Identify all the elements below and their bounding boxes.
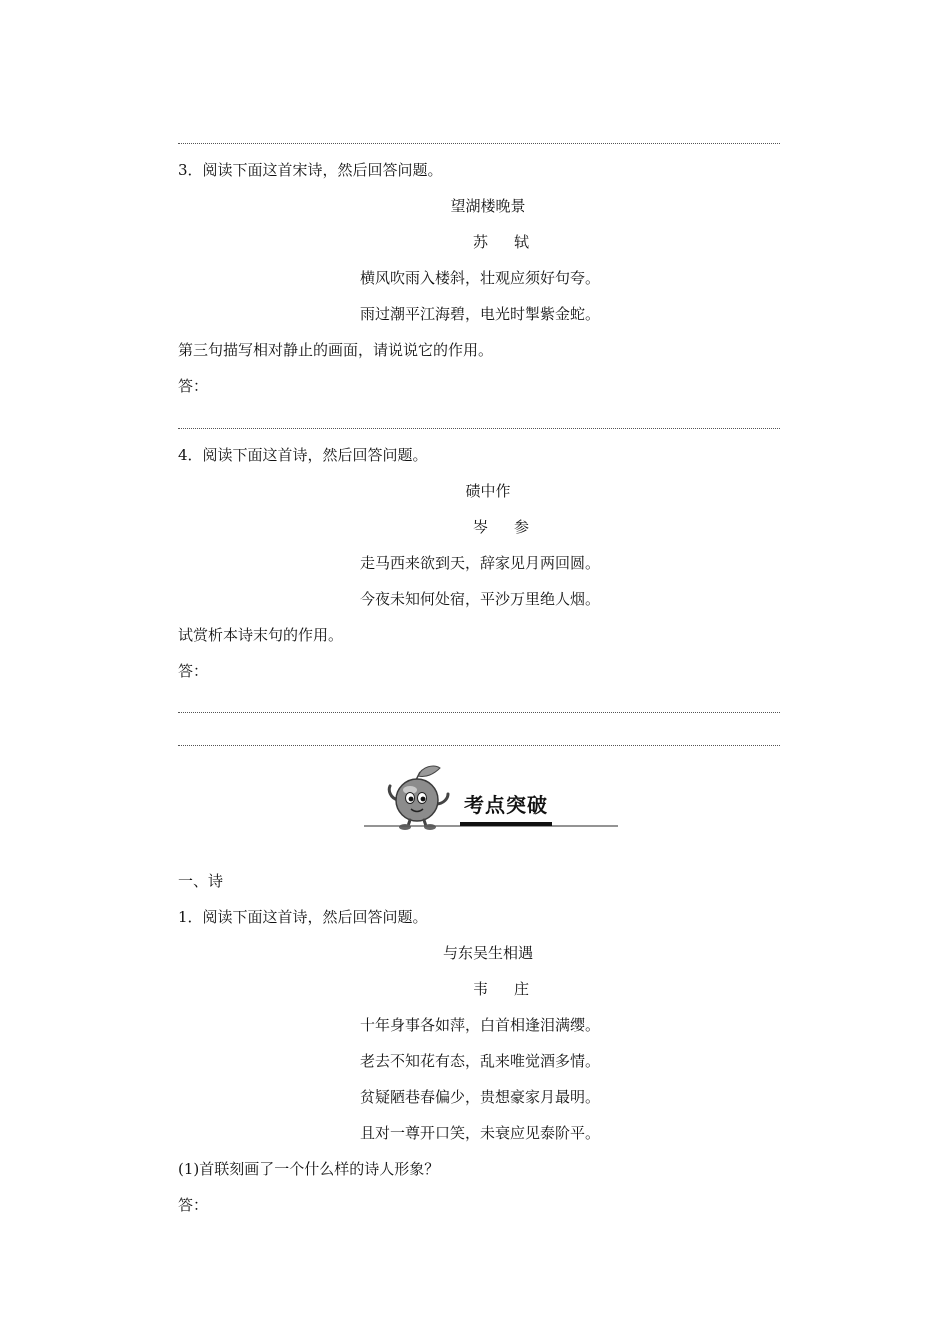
- q1-prompt: 1．阅读下面这首诗，然后回答问题。: [178, 908, 428, 926]
- divider-line: [178, 428, 780, 429]
- divider-line: [178, 712, 780, 713]
- section-banner: [360, 760, 622, 832]
- q1-poem-line: 且对一尊开口笑，未衰应见泰阶平。: [360, 1124, 601, 1142]
- q4-answer-label: 答：: [178, 662, 209, 680]
- q3-answer-label: 答：: [178, 377, 209, 395]
- q3-question: 第三句描写相对静止的画面，请说说它的作用。: [178, 341, 494, 359]
- q3-poem-author: 苏轼: [472, 233, 555, 251]
- section-heading: 一、诗: [178, 872, 224, 890]
- q1-poem-author: 韦庄: [472, 980, 555, 998]
- q4-prompt: 4．阅读下面这首诗，然后回答问题。: [178, 446, 428, 464]
- q3-prompt: 3．阅读下面这首宋诗，然后回答问题。: [178, 161, 443, 179]
- q3-poem-line: 横风吹雨入楼斜，壮观应须好句夸。: [360, 269, 601, 287]
- q1-poem-line: 十年身事各如萍，白首相逢泪满缨。: [360, 1016, 601, 1034]
- q1-poem-line: 贫疑陋巷春偏少，贵想豪家月最明。: [360, 1088, 601, 1106]
- divider-line: [178, 745, 780, 746]
- q3-poem-line: 雨过潮平江海碧，电光时掣紫金蛇。: [360, 305, 601, 323]
- banner-title: 考点突破: [464, 793, 548, 817]
- q1-question: (1)首联刻画了一个什么样的诗人形象？: [178, 1160, 440, 1178]
- q1-poem-title: 与东吴生相遇: [442, 944, 533, 962]
- q1-poem-line: 老去不知花有态，乱来唯觉酒多情。: [360, 1052, 601, 1070]
- q4-poem-line: 今夜未知何处宿，平沙万里绝人烟。: [360, 590, 601, 608]
- q4-poem-author: 岑参: [472, 518, 555, 536]
- q4-question: 试赏析本诗末句的作用。: [178, 626, 344, 644]
- divider-line: [178, 143, 780, 144]
- q1-answer-label: 答：: [178, 1196, 209, 1214]
- q3-poem-title: 望湖楼晚景: [450, 197, 526, 215]
- q4-poem-title: 碛中作: [465, 482, 511, 500]
- q4-poem-line: 走马西来欲到天，辞家见月两回圆。: [360, 554, 601, 572]
